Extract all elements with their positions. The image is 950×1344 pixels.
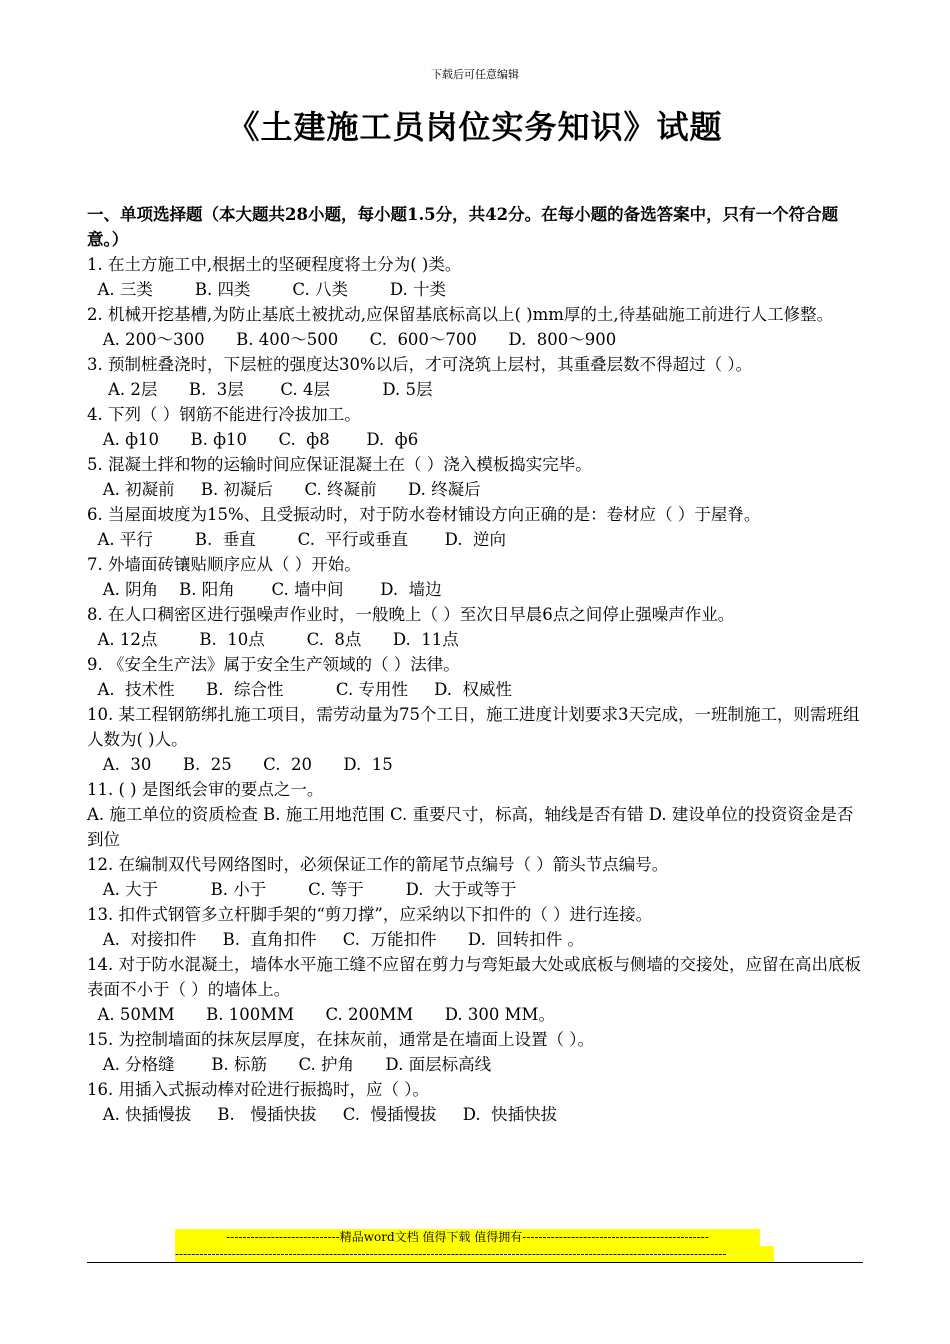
question-item [87,702,863,777]
question-item [87,952,863,1027]
question-options: A. 技术性 B. 综合性 C. 专用性 D. 权威性 [87,680,513,699]
footer-dash-line: ---------------------------------------------------------------------------------------------------------------------------------------- [175,1246,774,1263]
question-options: A. 阴角 B. 阳角 C. 墙中间 D. 墙边 [87,580,442,599]
bottom-rule [87,1262,863,1263]
question-text: 16. 用插入式振动棒对砼进行振捣时，应（ ）。 [87,1080,429,1099]
question-item [87,252,863,302]
question-text: 2. 机械开挖基槽,为防止基底土被扰动,应保留基底标高以上( )mm厚的土,待基础施工前进行人工修整。 [87,305,834,324]
question-item [87,302,863,352]
question-options: A. 分格缝 B. 标筋 C. 护角 D. 面层标高线 [87,1055,492,1074]
question-text: 1. 在土方施工中,根据土的坚硬程度将土分为( )类。 [87,255,462,274]
question-text: 11. ( ) 是图纸会审的要点之一。 [87,780,324,799]
question-text: 7. 外墙面砖镶贴顺序应从（ ）开始。 [87,555,361,574]
question-options: A. 12点 B. 10点 C. 8点 D. 11点 [87,630,459,649]
question-text: 10. 某工程钢筋绑扎施工项目，需劳动量为75个工日，施工进度计划要求3天完成，一班制施工，则需班组人数为( )人。 [87,705,860,749]
question-text: 13. 扣件式钢管多立杆脚手架的“剪刀撑”，应采纳以下扣件的（ ）进行连接。 [87,905,653,924]
section-heading: 一、单项选择题（本大题共28小题，每小题1.5分，共42分。在每小题的备选答案中，只有一个符合题意。） [87,205,839,249]
footer-banner-line: ----------------------------精品word文档 值得下载 值得拥有---------------------------------------------- [175,1229,760,1246]
question-list [87,252,863,1127]
question-options: A. 30 B. 25 C. 20 D. 15 [87,755,393,774]
question-item [87,1077,863,1127]
question-item [87,602,863,652]
question-item [87,402,863,452]
question-options: A. 平行 B. 垂直 C. 平行或垂直 D. 逆向 [87,530,507,549]
question-options: A. 200～300 B. 400～500 C. 600～700 D. 800～900 [87,330,617,349]
question-item [87,852,863,902]
question-text: 14. 对于防水混凝土，墙体水平施工缝不应留在剪力与弯矩最大处或底板与侧墙的交接处，应留在高出底板表面不小于（ ）的墙体上。 [87,955,861,999]
question-options: A. 快插慢拔 B. 慢插快拔 C. 慢插慢拔 D. 快插快拔 [87,1105,558,1124]
question-item [87,502,863,552]
question-options: A. 施工单位的资质检查 B. 施工用地范围 C. 重要尺寸，标高，轴线是否有错 D. 建设单位的投资资金是否到位 [87,805,854,849]
document-body [87,202,863,1127]
question-options: A. 大于 B. 小于 C. 等于 D. 大于或等于 [87,880,517,899]
question-item [87,452,863,502]
question-text: 15. 为控制墙面的抹灰层厚度，在抹灰前，通常是在墙面上设置（ ）。 [87,1030,594,1049]
header-note: 下载后可任意编辑 [431,68,519,81]
question-options: A. 初凝前 B. 初凝后 C. 终凝前 D. 终凝后 [87,480,481,499]
question-text: 5. 混凝土拌和物的运输时间应保证混凝土在（ ）浇入模板捣实完毕。 [87,455,592,474]
question-text: 4. 下列（ ）钢筋不能进行冷拔加工。 [87,405,361,424]
question-item [87,352,863,402]
question-item [87,652,863,702]
question-options: A. 2层 B. 3层 C. 4层 D. 5层 [87,380,433,399]
question-item [87,777,863,852]
question-text: 3. 预制桩叠浇时，下层桩的强度达30%以后，才可浇筑上层村，其重叠层数不得超过（ ）。 [87,355,753,374]
question-options: A. 三类 B. 四类 C. 八类 D. 十类 [87,280,447,299]
document-title: 《土建施工员岗位实务知识》试题 [227,108,723,146]
question-text: 12. 在编制双代号网络图时，必须保证工作的箭尾节点编号（ ）箭头节点编号。 [87,855,669,874]
question-options: A. 50MM B. 100MM C. 200MM D. 300 MM。 [87,1005,555,1024]
question-text: 9. 《安全生产法》属于安全生产领域的（ ）法律。 [87,655,460,674]
question-item [87,1027,863,1077]
question-item [87,552,863,602]
question-options: A. 对接扣件 B. 直角扣件 C. 万能扣件 D. 回转扣件 。 [87,930,585,949]
question-text: 6. 当屋面坡度为15%、且受振动时，对于防水卷材铺设方向正确的是：卷材应（ ）于屋脊。 [87,505,761,524]
question-text: 8. 在人口稠密区进行强噪声作业时，一般晚上（ ）至次日早晨6点之间停止强噪声作业。 [87,605,735,624]
question-options: A. ф10 B. ф10 C. ф8 D. ф6 [87,430,419,449]
question-item [87,902,863,952]
